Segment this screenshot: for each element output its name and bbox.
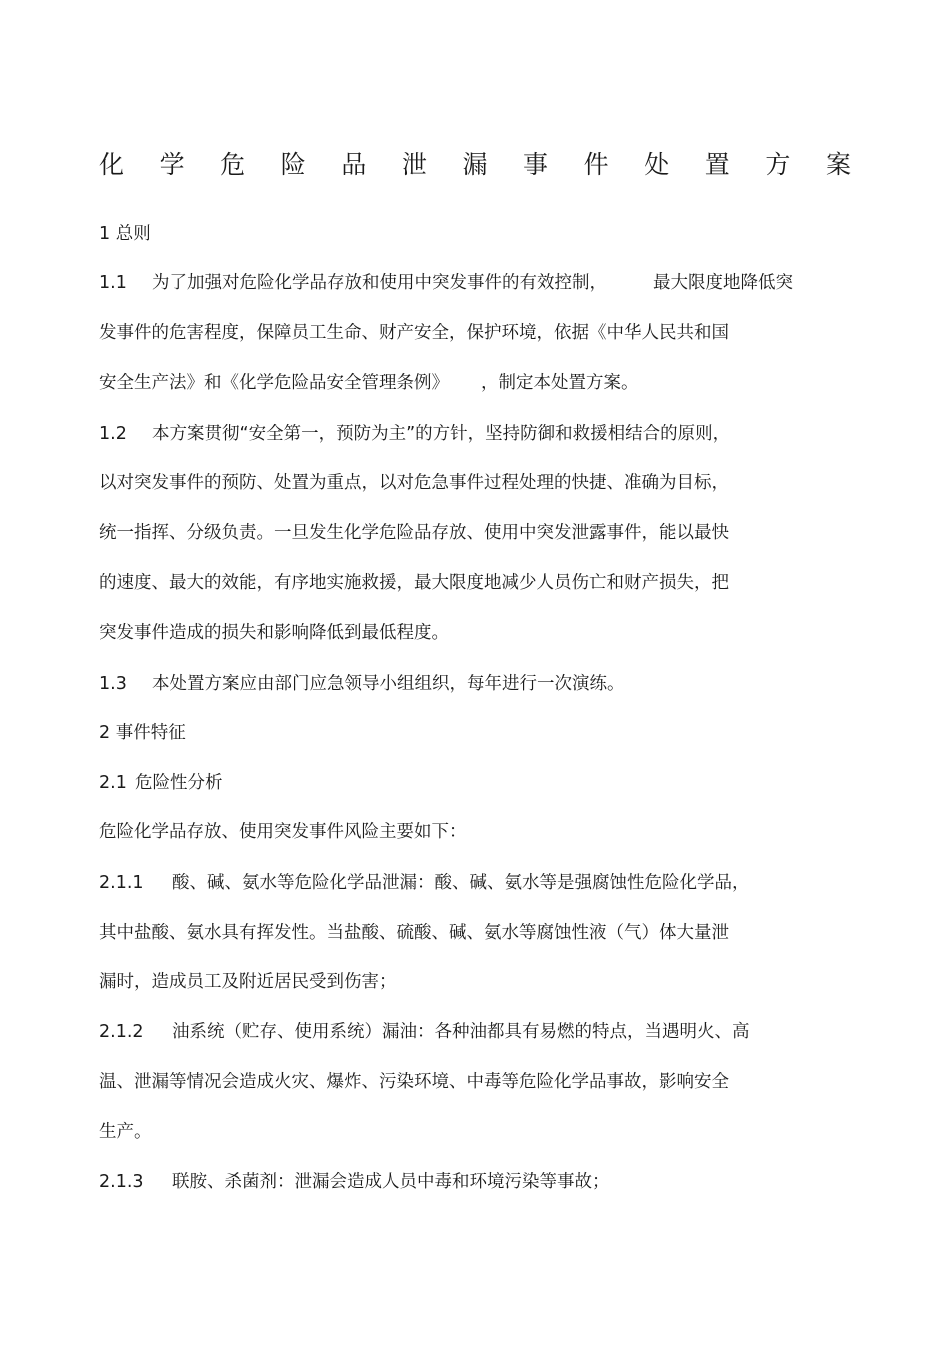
document-title <box>99 143 851 183</box>
title-char: 处 <box>644 150 670 179</box>
title-char: 案 <box>825 150 851 179</box>
line-text: 生产。 <box>99 1122 152 1142</box>
paragraph-line <box>99 471 729 495</box>
title-char: 泄 <box>401 150 427 179</box>
line-text: 其中盐酸、氨水具有挥发性。当盐酸、硫酸、碱、氨水等腐蚀性液（气）体大量泄 <box>99 923 729 943</box>
paragraph-line <box>99 321 729 345</box>
paragraph-line <box>99 621 449 645</box>
title-char: 置 <box>704 150 730 179</box>
line-text: 以对突发事件的预防、处置为重点，以对危急事件过程处理的快捷、准确为目标， <box>99 473 729 493</box>
line-text: 危险性分析 <box>135 773 223 793</box>
clause-number: 2.1.2 <box>99 1022 144 1042</box>
title-char: 学 <box>159 150 185 179</box>
paragraph-line <box>99 521 729 545</box>
line-text: 油系统（贮存、使用系统）漏油：各种油都具有易燃的特点，当遇明火、高 <box>172 1022 750 1042</box>
line-text: 为了加强对危险化学品存放和使用中突发事件的有效控制， <box>152 273 607 293</box>
line-text: 安全生产法》和《化学危险品安全管理条例》 <box>99 373 449 393</box>
line-text: ，制定本处置方案。 <box>481 373 639 393</box>
paragraph-line <box>99 672 625 696</box>
title-char: 品 <box>341 150 367 179</box>
paragraph-line <box>99 271 793 295</box>
paragraph-line <box>99 571 729 595</box>
line-text: 危险化学品存放、使用突发事件风险主要如下： <box>99 822 467 842</box>
paragraph-line <box>99 371 639 395</box>
paragraph-line <box>99 970 397 994</box>
title-char: 危 <box>220 150 246 179</box>
paragraph-line <box>99 921 729 945</box>
paragraph-line <box>99 820 467 844</box>
title-char: 事 <box>523 150 549 179</box>
clause-number: 2.1.1 <box>99 873 144 893</box>
paragraph-line <box>99 1120 152 1144</box>
clause-number: 1.2 <box>99 424 127 444</box>
line-text: 的速度、最大的效能，有序地实施救援，最大限度地减少人员伤亡和财产损失，把 <box>99 573 729 593</box>
line-text: 统一指挥、分级负责。一旦发生化学危险品存放、使用中突发泄露事件，能以最快 <box>99 523 729 543</box>
title-char: 化 <box>99 150 125 179</box>
subsection-heading <box>99 771 223 795</box>
section-heading <box>99 721 186 745</box>
section-number: 2 事件特征 <box>99 723 186 743</box>
line-text: 本处置方案应由部门应急领导小组组织，每年进行一次演练。 <box>152 674 625 694</box>
line-text: 漏时，造成员工及附近居民受到伤害； <box>99 972 397 992</box>
paragraph-line <box>99 871 750 895</box>
title-char: 方 <box>765 150 791 179</box>
clause-number: 1.3 <box>99 674 127 694</box>
line-text: 温、泄漏等情况会造成火灾、爆炸、污染环境、中毒等危险化学品事故，影响安全 <box>99 1072 729 1092</box>
line-text: 联胺、杀菌剂：泄漏会造成人员中毒和环境污染等事故； <box>172 1172 610 1192</box>
paragraph-line <box>99 422 730 446</box>
clause-number: 2.1 <box>99 773 127 793</box>
paragraph-line <box>99 1020 750 1044</box>
title-char: 险 <box>280 150 306 179</box>
clause-number: 1.1 <box>99 273 127 293</box>
clause-number: 2.1.3 <box>99 1172 144 1192</box>
section-heading <box>99 222 151 246</box>
paragraph-line <box>99 1070 729 1094</box>
line-text: 突发事件造成的损失和影响降低到最低程度。 <box>99 623 449 643</box>
title-char: 件 <box>583 150 609 179</box>
line-text: 酸、碱、氨水等危险化学品泄漏：酸、碱、氨水等是强腐蚀性危险化学品， <box>172 873 750 893</box>
line-text: 本方案贯彻“安全第一，预防为主”的方针，坚持防御和救援相结合的原则， <box>152 424 731 444</box>
title-char: 漏 <box>462 150 488 179</box>
line-text: 最大限度地降低突 <box>653 273 793 293</box>
section-number: 1 总则 <box>99 224 151 244</box>
line-text: 发事件的危害程度，保障员工生命、财产安全，保护环境，依据《中华人民共和国 <box>99 323 729 343</box>
paragraph-line <box>99 1170 610 1194</box>
